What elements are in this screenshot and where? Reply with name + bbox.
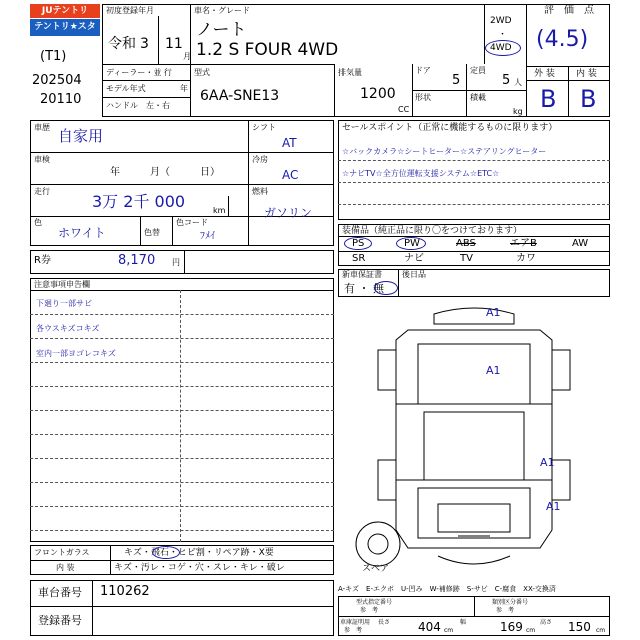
car-history: 自家用	[58, 127, 104, 145]
option-abs: ABS	[456, 238, 476, 249]
ac: AC	[282, 168, 299, 182]
capacity-label: 定員	[470, 66, 486, 75]
drive-2wd: 2WD	[490, 16, 512, 26]
registration-month: 11	[165, 36, 183, 52]
color-code-label: 色コード	[176, 218, 208, 227]
option-airbag: エアB	[510, 238, 537, 249]
model-type: 6AA-SNE13	[200, 88, 280, 104]
damage-mark-1: A1	[486, 306, 501, 319]
displacement-unit: CC	[398, 105, 410, 114]
category-label: 類別区分番号	[492, 599, 529, 606]
era: 令和	[108, 36, 136, 52]
top-frame	[102, 4, 610, 117]
registration-era	[108, 36, 149, 53]
option-pw-circle	[396, 237, 426, 250]
width-unit: cm	[526, 627, 536, 634]
option-navi: ナビ	[404, 253, 424, 264]
mileage: 3万 2千 000	[92, 192, 186, 211]
color-change-label: 色替	[144, 228, 160, 237]
registration-label: 初度登録年月	[106, 6, 154, 15]
damage-mark-4: A1	[546, 500, 561, 513]
category-ref: 参 考	[496, 607, 515, 614]
auction-logo	[30, 4, 100, 49]
logo-line1: JUテントリ	[30, 4, 100, 18]
height-value: 150	[568, 620, 591, 634]
width-label: 幅	[460, 619, 467, 626]
interior-label: 内 装	[576, 69, 597, 79]
lot-number: 20110	[40, 92, 82, 107]
notes-label: 注意事項申告欄	[34, 280, 90, 289]
exterior-grade: B	[540, 85, 557, 113]
doors-label: ドア	[415, 66, 431, 75]
warranty-label: 新車保証書	[342, 270, 382, 279]
cert-ref: 参 考	[344, 627, 363, 634]
drive-4wd: 4WD	[490, 43, 512, 53]
color-code: ﾌﾒｲ	[200, 231, 215, 242]
interior-cond-label: 内 装	[56, 563, 75, 572]
registration-label-bottom: 登録番号	[38, 614, 82, 627]
damage-mark-2: A1	[486, 364, 501, 377]
damage-legend: A-キズ E-エクボ U-凹み W-補修跡 S-サビ C-腐食 XX-交換済	[338, 585, 556, 593]
options-label: 装備品（純正品に限り〇をつけております）	[342, 226, 523, 236]
damage-mark-3: A1	[540, 456, 555, 469]
handle-label: ハンドル 左・右	[106, 101, 170, 110]
length-unit: cm	[444, 627, 454, 634]
recycle-frame	[30, 250, 334, 274]
mileage-unit: km	[213, 206, 226, 215]
load-unit: kg	[513, 107, 523, 116]
capacity: 5	[502, 73, 511, 88]
month-unit: 月	[183, 52, 191, 61]
year: 3	[140, 36, 149, 52]
vehicle-name-label: 車名・グレード	[194, 6, 250, 15]
option-sr: SR	[352, 253, 366, 264]
interior-cond-value: キズ・汚レ・コゲ・穴・スレ・キレ・破レ	[114, 563, 285, 573]
evaluation-score: (4.5)	[536, 27, 589, 52]
sales-point-1: ☆バックカメラ☆シートヒーター☆ステアリングヒーター	[342, 147, 547, 156]
model-type-label: 型式	[194, 68, 210, 77]
length-value: 404	[418, 620, 441, 634]
displacement-label: 排気量	[338, 68, 362, 77]
lot-code: (T1)	[40, 49, 67, 64]
capacity-unit: 人	[514, 78, 522, 87]
type-spec-label: 型式指定番号	[356, 599, 393, 606]
drive-dot: ・	[498, 30, 508, 40]
dealer-label: ディーラー・並 行	[106, 68, 172, 77]
doors: 5	[452, 73, 461, 88]
ac-label: 冷房	[252, 155, 268, 164]
option-leather: カワ	[516, 253, 536, 264]
height-label: 高さ	[540, 619, 553, 626]
shape-label: 形状	[415, 93, 431, 102]
chassis-number: 110262	[100, 584, 150, 599]
warranty-value: 有 ・ 無	[344, 282, 384, 295]
option-tv: TV	[460, 253, 473, 264]
interior-grade: B	[580, 85, 597, 113]
option-ps-circle	[344, 237, 372, 250]
warranty-circle	[374, 281, 398, 295]
width-value: 169	[500, 620, 523, 634]
spare-label: スペア	[362, 564, 390, 574]
front-glass-circle	[152, 546, 180, 559]
model-year-label: モデル年式	[106, 84, 146, 93]
date-code: 202504	[32, 73, 82, 88]
front-glass-label: フロントガラス	[34, 548, 90, 557]
type-spec-ref: 参 考	[360, 607, 379, 614]
mileage-label: 走行	[34, 187, 50, 196]
recycle-amount: 8,170	[118, 253, 156, 268]
recycle-unit: 円	[172, 258, 180, 267]
displacement: 1200	[360, 86, 396, 102]
notes-line-1: 下廻り一部サビ	[36, 299, 92, 308]
option-pw: PW	[404, 238, 420, 249]
length-label: 長さ	[378, 619, 391, 626]
vehicle-name: ノート	[196, 20, 247, 40]
inspection-label: 車検	[34, 155, 50, 164]
chassis-label: 車台番号	[38, 586, 82, 599]
notes-line-2: 各ウスキズコキズ	[36, 324, 100, 333]
fuel: ガソリン	[264, 206, 313, 220]
shift-label: シフト	[252, 123, 276, 132]
vehicle-grade: 1.2 S FOUR 4WD	[196, 40, 339, 60]
car-damage-diagram	[338, 300, 610, 578]
color-label: 色	[34, 218, 42, 227]
car-history-label: 車歴	[34, 123, 50, 132]
option-ps: PS	[352, 238, 365, 249]
sales-point-2: ☆ナビTV☆全方位運転支援システム☆ETC☆	[342, 169, 500, 178]
color: ホワイト	[58, 226, 106, 240]
exterior-label: 外 装	[534, 69, 555, 79]
logo-line2: テントリ★スター	[30, 19, 100, 36]
model-year-unit: 年	[180, 84, 188, 93]
front-glass-value: キズ・飛石・ヒビ割・リペア跡・X要	[124, 548, 274, 558]
recycle-label: R券	[34, 255, 51, 266]
inspection-value: 年 月（ 日）	[110, 167, 220, 178]
cert-label: 車庫証明用	[340, 619, 371, 626]
fuel-label: 燃料	[252, 187, 268, 196]
load-label: 積載	[470, 93, 486, 102]
after-day-label: 後日品	[402, 270, 426, 279]
shift: AT	[282, 136, 297, 150]
option-aw: AW	[572, 238, 589, 249]
notes-line-3: 室内一部ヨゴレコキズ	[36, 349, 116, 358]
sales-points-label: セールスポイント（正常に機能するものに限ります）	[342, 123, 558, 133]
evaluation-label: 評 価 点	[544, 5, 594, 16]
height-unit: cm	[596, 627, 606, 634]
